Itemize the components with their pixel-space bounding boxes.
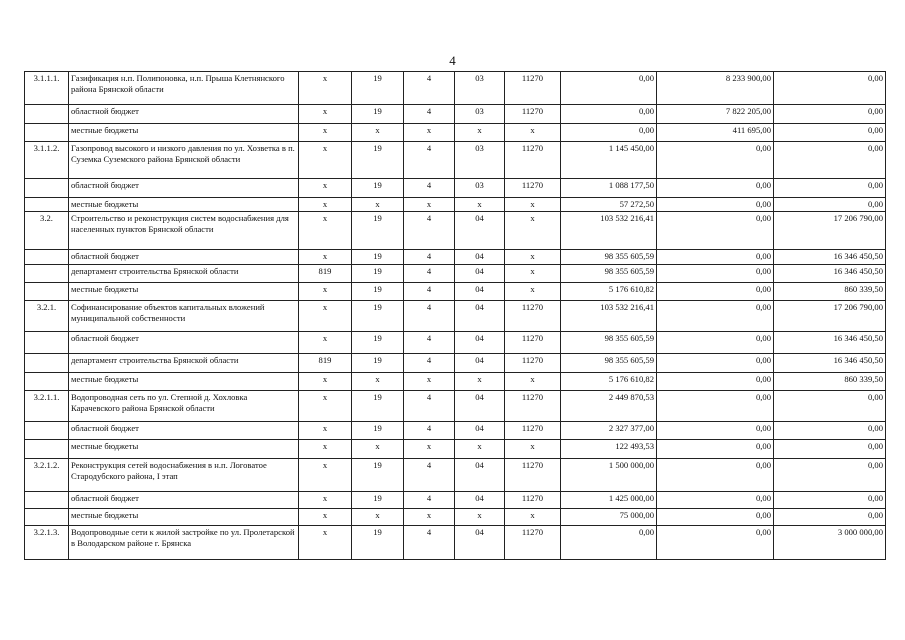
code-direction: 11270: [505, 179, 561, 198]
code-direction: х: [505, 373, 561, 391]
row-number: [25, 492, 69, 509]
row-number: [25, 373, 69, 391]
value-year-3: 0,00: [774, 105, 886, 124]
code-main-event: 04: [455, 332, 505, 354]
code-main-event: х: [455, 509, 505, 526]
code-direction: 11270: [505, 422, 561, 440]
code-program: 19: [352, 354, 404, 373]
row-name: местные бюджеты: [69, 509, 299, 526]
code-direction: 11270: [505, 459, 561, 492]
code-program: 19: [352, 250, 404, 265]
code-subprogram: 4: [404, 354, 455, 373]
row-name: областной бюджет: [69, 105, 299, 124]
code-program: х: [352, 373, 404, 391]
row-name: местные бюджеты: [69, 198, 299, 212]
row-name: местные бюджеты: [69, 373, 299, 391]
code-direction: х: [505, 440, 561, 459]
code-program: 19: [352, 212, 404, 250]
code-direction: 11270: [505, 391, 561, 422]
row-name: Газопровод высокого и низкого давления по ул. Хозветка в п. Суземка Суземского района Брянской области: [69, 142, 299, 179]
table-row: [25, 526, 886, 560]
table-row: [25, 373, 886, 391]
code-gr: х: [299, 124, 352, 142]
value-year-3: 0,00: [774, 492, 886, 509]
code-subprogram: 4: [404, 250, 455, 265]
value-year-1: 0,00: [561, 72, 657, 105]
value-year-3: 0,00: [774, 72, 886, 105]
code-program: х: [352, 509, 404, 526]
row-number: [25, 250, 69, 265]
value-year-2: 0,00: [657, 301, 774, 332]
row-name: Софинансирование объектов капитальных вложений муниципальной собственности: [69, 301, 299, 332]
value-year-2: 0,00: [657, 373, 774, 391]
value-year-2: 0,00: [657, 391, 774, 422]
row-number: [25, 124, 69, 142]
code-main-event: 04: [455, 459, 505, 492]
row-number: [25, 332, 69, 354]
code-direction: х: [505, 265, 561, 283]
value-year-3: 17 206 790,00: [774, 212, 886, 250]
code-main-event: х: [455, 198, 505, 212]
value-year-1: 1 088 177,50: [561, 179, 657, 198]
code-main-event: 04: [455, 301, 505, 332]
row-name: областной бюджет: [69, 332, 299, 354]
value-year-1: 1 145 450,00: [561, 142, 657, 179]
table-row: [25, 265, 886, 283]
value-year-2: 8 233 900,00: [657, 72, 774, 105]
code-direction: 11270: [505, 105, 561, 124]
code-program: 19: [352, 72, 404, 105]
row-number: 3.2.1.1.: [25, 391, 69, 422]
code-subprogram: 4: [404, 332, 455, 354]
value-year-1: 5 176 610,82: [561, 283, 657, 301]
value-year-2: 0,00: [657, 142, 774, 179]
code-subprogram: 4: [404, 105, 455, 124]
code-subprogram: 4: [404, 526, 455, 560]
code-program: 19: [352, 422, 404, 440]
row-name: областной бюджет: [69, 492, 299, 509]
code-gr: х: [299, 142, 352, 179]
value-year-3: 0,00: [774, 391, 886, 422]
code-gr: х: [299, 301, 352, 332]
row-name: местные бюджеты: [69, 124, 299, 142]
code-subprogram: х: [404, 198, 455, 212]
value-year-1: 1 425 000,00: [561, 492, 657, 509]
value-year-3: 16 346 450,50: [774, 354, 886, 373]
code-gr: х: [299, 492, 352, 509]
value-year-1: 2 327 377,00: [561, 422, 657, 440]
row-number: [25, 422, 69, 440]
code-main-event: 04: [455, 212, 505, 250]
code-main-event: 03: [455, 179, 505, 198]
row-number: 3.2.1.: [25, 301, 69, 332]
value-year-3: 16 346 450,50: [774, 250, 886, 265]
code-gr: 819: [299, 265, 352, 283]
value-year-1: 0,00: [561, 105, 657, 124]
code-direction: 11270: [505, 142, 561, 179]
code-program: х: [352, 198, 404, 212]
row-number: 3.2.1.3.: [25, 526, 69, 560]
row-name: Водопроводные сети к жилой застройке по ул. Пролетарской в Володарском районе г. Брянска: [69, 526, 299, 560]
value-year-1: 0,00: [561, 526, 657, 560]
budget-table: [24, 71, 886, 560]
code-main-event: 04: [455, 526, 505, 560]
row-number: 3.1.1.1.: [25, 72, 69, 105]
code-program: 19: [352, 391, 404, 422]
code-program: 19: [352, 283, 404, 301]
code-program: 19: [352, 105, 404, 124]
value-year-1: 103 532 216,41: [561, 301, 657, 332]
code-main-event: х: [455, 124, 505, 142]
value-year-2: 0,00: [657, 283, 774, 301]
code-gr: х: [299, 373, 352, 391]
code-gr: х: [299, 179, 352, 198]
value-year-2: 0,00: [657, 526, 774, 560]
row-number: [25, 283, 69, 301]
code-program: 19: [352, 492, 404, 509]
value-year-2: 0,00: [657, 265, 774, 283]
code-subprogram: х: [404, 124, 455, 142]
value-year-2: 0,00: [657, 198, 774, 212]
code-subprogram: х: [404, 440, 455, 459]
value-year-1: 122 493,53: [561, 440, 657, 459]
code-gr: х: [299, 391, 352, 422]
value-year-3: 0,00: [774, 142, 886, 179]
code-main-event: 04: [455, 283, 505, 301]
value-year-3: 860 339,50: [774, 373, 886, 391]
code-program: х: [352, 440, 404, 459]
table-row: [25, 492, 886, 509]
code-main-event: 04: [455, 422, 505, 440]
row-name: Строительство и реконструкция систем водоснабжения для населенных пунктов Брянской области: [69, 212, 299, 250]
value-year-3: 860 339,50: [774, 283, 886, 301]
table-row: [25, 440, 886, 459]
table-row: [25, 250, 886, 265]
row-number: [25, 509, 69, 526]
value-year-1: 103 532 216,41: [561, 212, 657, 250]
code-program: 19: [352, 332, 404, 354]
value-year-3: 0,00: [774, 440, 886, 459]
row-name: местные бюджеты: [69, 440, 299, 459]
code-main-event: 03: [455, 105, 505, 124]
value-year-2: 411 695,00: [657, 124, 774, 142]
value-year-1: 98 355 605,59: [561, 354, 657, 373]
code-subprogram: 4: [404, 72, 455, 105]
code-subprogram: 4: [404, 391, 455, 422]
code-main-event: 04: [455, 250, 505, 265]
code-subprogram: 4: [404, 301, 455, 332]
value-year-1: 5 176 610,82: [561, 373, 657, 391]
code-main-event: 04: [455, 265, 505, 283]
code-subprogram: 4: [404, 422, 455, 440]
code-direction: х: [505, 283, 561, 301]
code-direction: х: [505, 509, 561, 526]
table-row: [25, 105, 886, 124]
table-row: [25, 124, 886, 142]
code-program: х: [352, 124, 404, 142]
value-year-1: 98 355 605,59: [561, 332, 657, 354]
page-number: 4: [449, 53, 456, 68]
table-row: [25, 332, 886, 354]
code-gr: х: [299, 198, 352, 212]
code-main-event: х: [455, 373, 505, 391]
value-year-1: 57 272,50: [561, 198, 657, 212]
table-row: [25, 179, 886, 198]
row-number: [25, 179, 69, 198]
code-direction: х: [505, 250, 561, 265]
value-year-2: 0,00: [657, 250, 774, 265]
value-year-2: 0,00: [657, 509, 774, 526]
code-gr: х: [299, 72, 352, 105]
value-year-3: 3 000 000,00: [774, 526, 886, 560]
value-year-2: 7 822 205,00: [657, 105, 774, 124]
value-year-1: 1 500 000,00: [561, 459, 657, 492]
value-year-2: 0,00: [657, 459, 774, 492]
table-row: [25, 391, 886, 422]
table-row: [25, 198, 886, 212]
value-year-2: 0,00: [657, 332, 774, 354]
row-number: 3.1.1.2.: [25, 142, 69, 179]
code-direction: х: [505, 212, 561, 250]
code-gr: х: [299, 459, 352, 492]
code-program: 19: [352, 142, 404, 179]
code-subprogram: х: [404, 509, 455, 526]
row-name: областной бюджет: [69, 179, 299, 198]
table-row: [25, 354, 886, 373]
row-name: Газификация н.п. Полипоновка, н.п. Прыша Клетнянского района Брянской области: [69, 72, 299, 105]
value-year-3: 0,00: [774, 459, 886, 492]
code-program: 19: [352, 301, 404, 332]
code-gr: 819: [299, 354, 352, 373]
table-row: [25, 422, 886, 440]
table-row: [25, 142, 886, 179]
value-year-2: 0,00: [657, 354, 774, 373]
code-gr: х: [299, 440, 352, 459]
code-main-event: 04: [455, 391, 505, 422]
row-name: департамент строительства Брянской области: [69, 354, 299, 373]
table-row: [25, 509, 886, 526]
code-direction: 11270: [505, 301, 561, 332]
value-year-3: 0,00: [774, 509, 886, 526]
value-year-2: 0,00: [657, 440, 774, 459]
code-direction: 11270: [505, 492, 561, 509]
code-subprogram: 4: [404, 283, 455, 301]
value-year-1: 98 355 605,59: [561, 265, 657, 283]
code-main-event: 04: [455, 354, 505, 373]
code-subprogram: 4: [404, 142, 455, 179]
code-subprogram: 4: [404, 265, 455, 283]
row-number: 3.2.1.2.: [25, 459, 69, 492]
value-year-1: 75 000,00: [561, 509, 657, 526]
value-year-2: 0,00: [657, 212, 774, 250]
code-direction: 11270: [505, 72, 561, 105]
row-name: областной бюджет: [69, 250, 299, 265]
value-year-3: 0,00: [774, 422, 886, 440]
table-row: [25, 283, 886, 301]
code-program: 19: [352, 526, 404, 560]
value-year-3: 0,00: [774, 198, 886, 212]
value-year-1: 98 355 605,59: [561, 250, 657, 265]
row-name: Реконструкция сетей водоснабжения в н.п. Логоватое Стародубского района, I этап: [69, 459, 299, 492]
value-year-3: 0,00: [774, 124, 886, 142]
code-gr: х: [299, 212, 352, 250]
code-subprogram: 4: [404, 492, 455, 509]
code-gr: х: [299, 332, 352, 354]
code-direction: х: [505, 124, 561, 142]
code-gr: х: [299, 250, 352, 265]
code-gr: х: [299, 526, 352, 560]
value-year-3: 0,00: [774, 179, 886, 198]
row-number: [25, 198, 69, 212]
code-direction: х: [505, 198, 561, 212]
code-main-event: х: [455, 440, 505, 459]
code-direction: 11270: [505, 526, 561, 560]
code-subprogram: 4: [404, 212, 455, 250]
code-main-event: 03: [455, 72, 505, 105]
value-year-2: 0,00: [657, 492, 774, 509]
code-program: 19: [352, 459, 404, 492]
code-subprogram: х: [404, 373, 455, 391]
row-name: департамент строительства Брянской области: [69, 265, 299, 283]
code-program: 19: [352, 179, 404, 198]
table-row: [25, 212, 886, 250]
code-program: 19: [352, 265, 404, 283]
value-year-2: 0,00: [657, 179, 774, 198]
code-gr: х: [299, 105, 352, 124]
table-row: [25, 72, 886, 105]
code-gr: х: [299, 509, 352, 526]
row-name: областной бюджет: [69, 422, 299, 440]
row-number: [25, 105, 69, 124]
code-direction: 11270: [505, 332, 561, 354]
row-name: местные бюджеты: [69, 283, 299, 301]
code-direction: 11270: [505, 354, 561, 373]
code-subprogram: 4: [404, 459, 455, 492]
row-name: Водопроводная сеть по ул. Степной д. Хохловка Карачевского района Брянской области: [69, 391, 299, 422]
table-row: [25, 301, 886, 332]
row-number: 3.2.: [25, 212, 69, 250]
code-main-event: 03: [455, 142, 505, 179]
code-subprogram: 4: [404, 179, 455, 198]
row-number: [25, 265, 69, 283]
value-year-1: 2 449 870,53: [561, 391, 657, 422]
row-number: [25, 354, 69, 373]
row-number: [25, 440, 69, 459]
value-year-2: 0,00: [657, 422, 774, 440]
value-year-3: 17 206 790,00: [774, 301, 886, 332]
code-main-event: 04: [455, 492, 505, 509]
value-year-3: 16 346 450,50: [774, 332, 886, 354]
value-year-1: 0,00: [561, 124, 657, 142]
value-year-3: 16 346 450,50: [774, 265, 886, 283]
code-gr: х: [299, 283, 352, 301]
table-row: [25, 459, 886, 492]
code-gr: х: [299, 422, 352, 440]
